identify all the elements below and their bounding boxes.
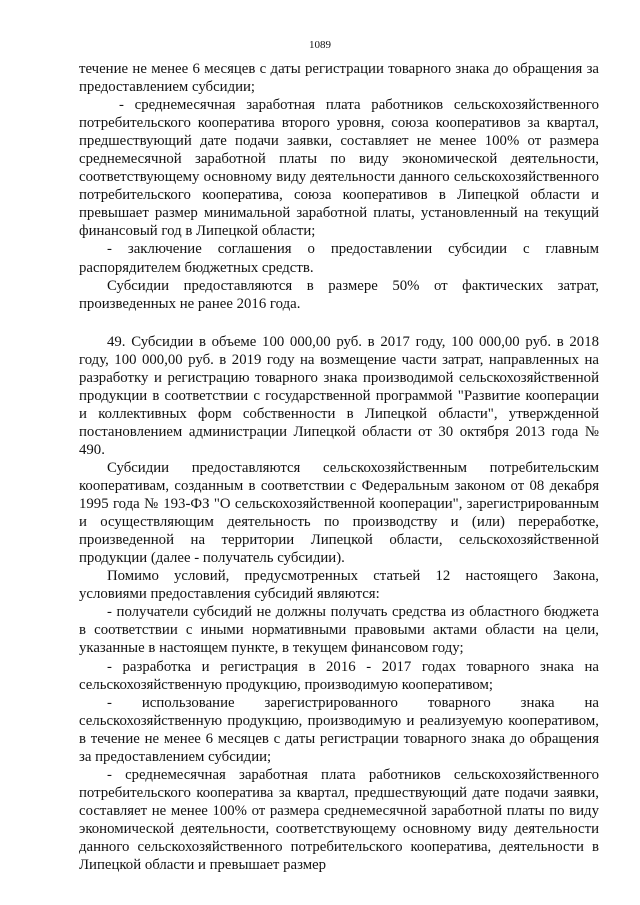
body-text <box>79 60 599 874</box>
paragraph-subsidy-rate: Субсидии предоставляются в размере 50% от фактических затрат, произведенных не ранее 2016 года. <box>79 277 599 312</box>
paragraph-condition-wage: - среднемесячная заработная плата работников сельскохозяйственного потребительского кооператива за квартал, предшествующий дате подачи заявки, составляет не менее 100% от размера среднемесячной заработной платы по виду экономической деятельности, соответствующему основному виду деятельности данного сельскохозяйственного потребительского кооператива, деятельности в Липецкой области и превышает размер <box>79 766 599 874</box>
page-number: 1089 <box>309 39 331 51</box>
paragraph-condition-trademark-registration: - разработка и регистрация в 2016 - 2017 годах товарного знака на сельскохозяйственную продукцию, производимую кооперативом; <box>79 658 599 693</box>
paragraph-condition-no-other-funds: - получатели субсидий не должны получать средства из областного бюджета в соответствии с иными нормативными правовыми актами области на цели, указанные в настоящем пункте, в текущем финансовом году; <box>79 604 599 657</box>
paragraph-condition-trademark-use: - использование зарегистрированного товарного знака на сельскохозяйственную продукцию, производимую и реализуемую кооперативом, в течение не менее 6 месяцев с даты регистрации товарного знака до обращения за предоставлением субсидии; <box>79 694 599 765</box>
paragraph-conditions-intro: Помимо условий, предусмотренных статьей 12 настоящего Закона, условиями предоставления субсидий являются: <box>79 568 599 603</box>
paragraph-recipients: Субсидии предоставляются сельскохозяйственным потребительским кооперативам, созданным в соответствии с Федеральным законом от 08 декабря 1995 года № 193-ФЗ "О сельскохозяйственной кооперации", зарегистрированным и осуществляющим деятельность по производству и (или) переработке, произведенной на территории Липецкой области, сельскохозяйственной продукции (далее - получатель субсидии). <box>79 459 599 567</box>
paragraph-wage-condition-second-level: - среднемесячная заработная плата работников сельскохозяйственного потребительского кооператива второго уровня, союза кооперативов за квартал, предшествующий дате подачи заявки, составляет не менее 100% от размера среднемесячной заработной платы по виду экономической деятельности, соответствующему основному виду деятельности данного сельскохозяйственного потребительского кооператива, союза кооперативов в Липецкой области и превышает размер минимальной заработной платы, установленный на текущий финансовый год в Липецкой области; <box>79 97 599 240</box>
paragraph-item-49: 49. Субсидии в объеме 100 000,00 руб. в 2017 году, 100 000,00 руб. в 2018 году, 100 000,00 руб. в 2019 году на возмещение части затрат, направленных на разработку и регистрацию товарного знака производимой сельскохозяйственной продукции в соответствии с государственной программой "Развитие кооперации и коллективных форм собственности в Липецкой области", утвержденной постановлением администрации Липецкой области от 30 октября 2013 года № 490. <box>79 333 599 458</box>
paragraph-continuation: течение не менее 6 месяцев с даты регистрации товарного знака до обращения за предоставлением субсидии; <box>79 61 599 96</box>
paragraph-agreement-condition: - заключение соглашения о предоставлении субсидии с главным распорядителем бюджетных средств. <box>79 241 599 276</box>
